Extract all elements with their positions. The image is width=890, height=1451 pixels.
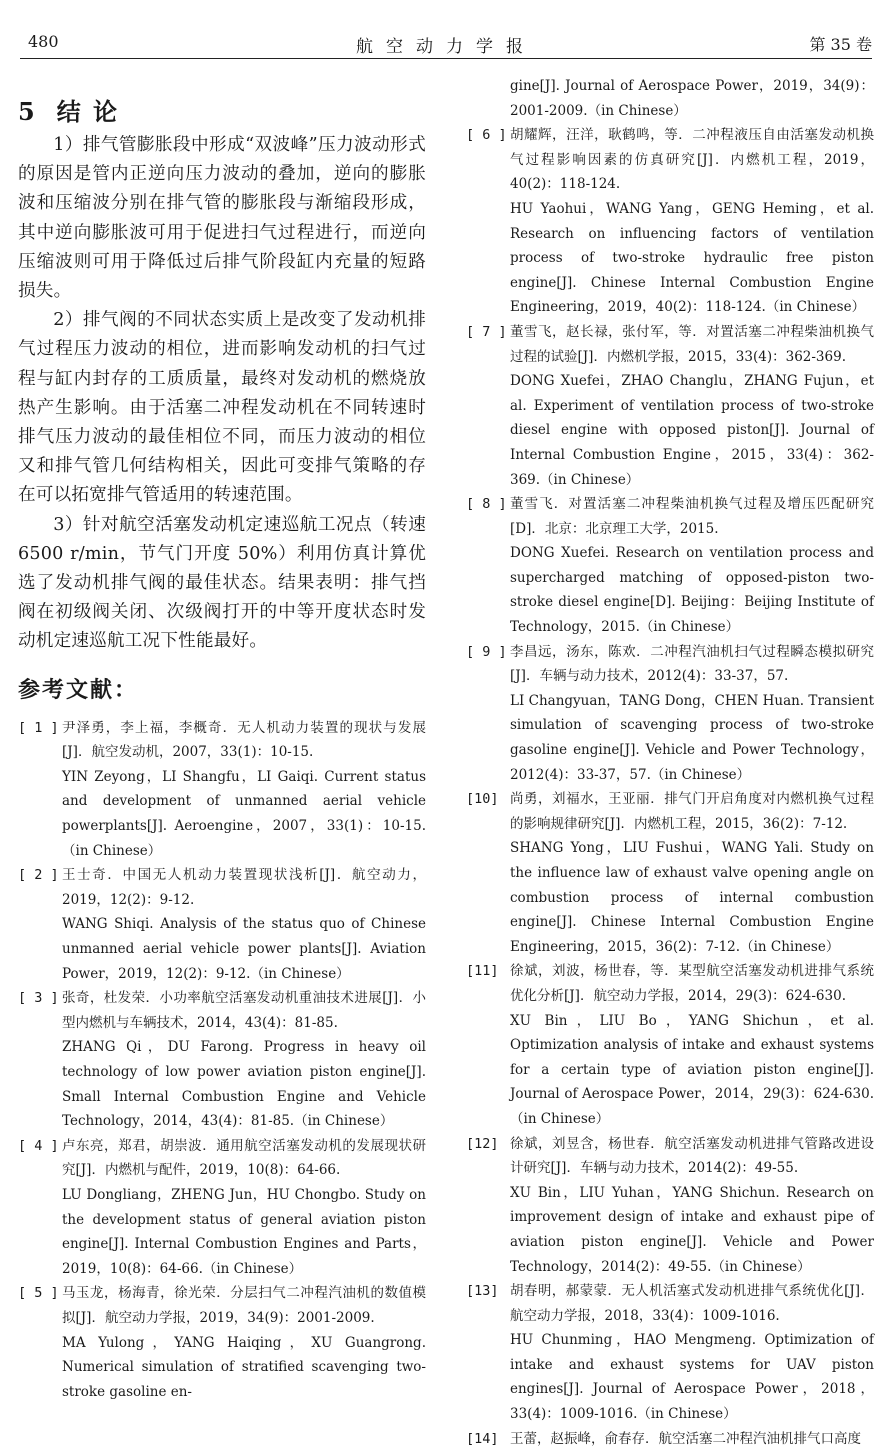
- reference-english: LU Dongliang，ZHENG Jun，HU Chongbo. Study on the development status of general aviation piston engine[J]. Internal Combustion Engines and Parts，2019，10(8)：64-66.（in Chinese）: [62, 1186, 426, 1277]
- reference-number: [11]: [466, 963, 499, 980]
- reference-number: [12]: [466, 1135, 499, 1152]
- reference-item: [18, 1134, 426, 1282]
- reference-item: [466, 320, 874, 492]
- reference-chinese: 董雪飞，赵长禄，张付军，等．对置活塞二冲程柴油机换气过程的试验[J]．内燃机学报，2015，33(4)：362-369.: [510, 323, 874, 365]
- reference-chinese: 尹泽勇，李上福，李概奇．无人机动力装置的现状与发展[J]．航空发动机，2007，33(1)：10-15.: [62, 719, 426, 761]
- reference-item: [18, 1281, 426, 1404]
- reference-item: [466, 123, 874, 320]
- reference-continuation: gine[J]. Journal of Aerospace Power，2019，34(9)：2001-2009.（in Chinese）: [510, 78, 874, 119]
- reference-item: [466, 492, 874, 640]
- conclusion-paragraph: 2）排气阀的不同状态实质上是改变了发动机排气过程压力波动的相位，进而影响发动机的扫气过程与缸内封存的工质质量，最终对发动机的燃烧放热产生影响。由于活塞二冲程发动机在不同转速时排气压力波动的最佳相位不同，而压力波动的相位又和排气管几何结构相关，因此可变排气策略的存在可以拓宽排气管适用的转速范围。: [18, 310, 426, 506]
- reference-chinese: 尚勇，刘福水，王亚丽．排气门开启角度对内燃机换气过程的影响规律研究[J]．内燃机工程，2015，36(2)：7-12.: [510, 791, 874, 832]
- reference-item: [466, 959, 874, 1131]
- conclusion-paragraph: 1）排气管膨胀段中形成“双波峰”压力波动形式的原因是管内正逆向压力波动的叠加，逆向的膨胀波和压缩波分别在排气管的膨胀段与渐缩段形成，其中逆向膨胀波可用于促进扫气过程进行，而逆向压缩波则可用于降低过后排气阶段缸内充量的短路损失。: [18, 135, 426, 302]
- volume-label: 第 35 卷: [809, 35, 872, 54]
- conclusion-paragraph: 3）针对航空活塞发动机定速巡航工况点（转速 6500 r/min，节气门开度 50%）利用仿真计算优选了发动机排气阀的最佳状态。结果表明：排气挡阀在初级阀关闭、次级阀打开的中等开度状态时发动机定速巡航工况下性能最好。: [18, 514, 426, 652]
- reference-english: XU Bin，LIU Bo，YANG Shichun，et al. Optimization analysis of intake and exhaust systems for a certain type of aviation piston engine[J]. Journal of Aerospace Power，2014，29(3)：624-630.（in Chinese）: [510, 1012, 874, 1127]
- reference-english: YIN Zeyong，LI Shangfu，LI Gaiqi. Current status and development of unmanned aerial vehicle powerplants[J]. Aeroengine，2007，33(1)：10-15.（in Chinese）: [62, 768, 426, 859]
- reference-list-left: [18, 716, 426, 1405]
- reference-english: SHANG Yong，LIU Fushui，WANG Yali. Study on the influence law of exhaust valve opening angle on combustion process of internal combustion engine[J]. Chinese Internal Combustion Engine Engineering，2015，36(2)：7-12.（in Chinese）: [510, 840, 874, 955]
- reference-number: [13]: [466, 1283, 499, 1300]
- reference-number: [14]: [466, 1430, 499, 1447]
- reference-number: [ 7 ]: [466, 323, 507, 340]
- reference-chinese: 董雪飞．对置活塞二冲程柴油机换气过程及增压匹配研究[D]．北京：北京理工大学，2015.: [510, 496, 874, 537]
- reference-chinese: 王士奇．中国无人机动力装置现状浅析[J]．航空动力，2019，12(2)：9-12.: [62, 867, 426, 908]
- references-heading: 参考文献：: [18, 676, 139, 703]
- page-number: 480: [28, 32, 59, 51]
- reference-chinese: 徐斌，刘昱含，杨世春．航空活塞发动机进排气管路改进设计研究[J]．车辆与动力技术，2014(2)：49-55.: [510, 1135, 874, 1177]
- reference-english: LI Changyuan，TANG Dong，CHEN Huan. Transient simulation of scavenging process of two-stroke gasoline engine[J]. Vehicle and Power Technology，2012(4)：33-37，57.（in Chinese）: [510, 692, 874, 783]
- reference-chinese: 徐斌，刘波，杨世春，等．某型航空活塞发动机进排气系统优化分析[J]．航空动力学报，2014，29(3)：624-630.: [510, 963, 874, 1004]
- reference-chinese: 王蕾，赵振峰，俞春存．航空活塞二冲程汽油机排气口高度: [510, 1430, 861, 1447]
- section-title: 结 论: [56, 97, 120, 126]
- reference-english: XU Bin，LIU Yuhan，YANG Shichun. Research on improvement design of intake and exhaust pipe of aviation piston engine[J]. Vehicle and Power Technology，2014(2)：49-55.（in Chinese）: [510, 1184, 874, 1275]
- reference-number: [ 6 ]: [466, 127, 507, 144]
- reference-chinese: 胡春明，郝蒙蒙．无人机活塞式发动机进排气系统优化[J]．航空动力学报，2018，33(4)：1009-1016.: [510, 1283, 874, 1324]
- reference-english: ZHANG Qi，DU Farong. Progress in heavy oil technology of low power aviation piston engine[J]. Small Internal Combustion Engine and Vehicle Technology，2014，43(4)：81-85.（in Chinese）: [62, 1039, 426, 1130]
- reference-item: [466, 1132, 874, 1280]
- reference-number: [ 8 ]: [466, 496, 507, 513]
- reference-english: MA Yulong，YANG Haiqing，XU Guangrong. Numerical simulation of stratified scavenging two-stroke gasoline en-: [62, 1334, 426, 1400]
- left-column: [18, 86, 426, 1404]
- conclusion-heading: [18, 92, 426, 127]
- reference-english: DONG Xuefei. Research on ventilation process and supercharged matching of opposed-piston two-stroke diesel engine[D]. Beijing：Beijing Institute of Technology，2015.（in Chinese）: [510, 545, 874, 636]
- reference-number: [ 4 ]: [18, 1137, 59, 1154]
- reference-english: HU Yaohui，WANG Yang，GENG Heming，et al. Research on influencing factors of ventilation process of two-stroke hydraulic free piston engine[J]. Chinese Internal Combustion Engine Engineering，2019，40(2)：118-124.（in Chinese）: [510, 200, 874, 316]
- section-number: 5: [18, 97, 37, 126]
- reference-item: [466, 1427, 874, 1451]
- reference-english: WANG Shiqi. Analysis of the status quo of Chinese unmanned aerial vehicle power plants[J]. Aviation Power，2019，12(2)：9-12.（in Chinese）: [62, 916, 426, 982]
- reference-number: [ 9 ]: [466, 643, 507, 660]
- reference-number: [ 5 ]: [18, 1285, 59, 1302]
- reference-item: [466, 787, 874, 959]
- right-column: [466, 74, 874, 1451]
- reference-chinese: 胡耀辉，汪洋，耿鹤鸣，等．二冲程液压自由活塞发动机换气过程影响因素的仿真研究[J]．内燃机工程，2019，40(2)：118-124.: [510, 127, 874, 193]
- running-header: [20, 28, 872, 59]
- reference-list-right: [466, 123, 874, 1451]
- reference-chinese: 李昌远，汤东，陈欢．二冲程汽油机扫气过程瞬态模拟研究[J]．车辆与动力技术，2012(4)：33-37，57.: [510, 643, 874, 685]
- reference-number: [ 1 ]: [18, 719, 59, 736]
- reference-number: [ 2 ]: [18, 867, 59, 884]
- reference-chinese: 张奇，杜发荣．小功率航空活塞发动机重油技术进展[J]．小型内燃机与车辆技术，2014，43(4)：81-85.: [62, 990, 426, 1031]
- reference-number: [10]: [466, 791, 499, 808]
- reference-chinese: 卢东亮，郑君，胡崇波．通用航空活塞发动机的发展现状研究[J]．内燃机与配件，2019，10(8)：64-66.: [62, 1137, 426, 1179]
- reference-item: [18, 716, 426, 864]
- reference-english: HU Chunming，HAO Mengmeng. Optimization of intake and exhaust systems for UAV piston engines[J]. Journal of Aerospace Power，2018，33(4)：1009-1016.（in Chinese）: [510, 1332, 874, 1423]
- reference-item: [18, 986, 426, 1134]
- reference-item: [466, 640, 874, 788]
- reference-item: [18, 863, 426, 986]
- reference-english: DONG Xuefei，ZHAO Changlu，ZHANG Fujun，et al. Experiment of ventilation process of two-stroke diesel engine with opposed piston[J]. Journal of Internal Combustion Engine，2015，33(4)：362-369.（in Chinese）: [510, 373, 874, 488]
- reference-chinese: 马玉龙，杨海青，徐光荣．分层扫气二冲程汽油机的数值模拟[J]．航空动力学报，2019，34(9)：2001-2009.: [62, 1285, 426, 1326]
- reference-item: [466, 1279, 874, 1427]
- reference-number: [ 3 ]: [18, 990, 59, 1007]
- journal-title: 航空动力学报: [356, 37, 536, 57]
